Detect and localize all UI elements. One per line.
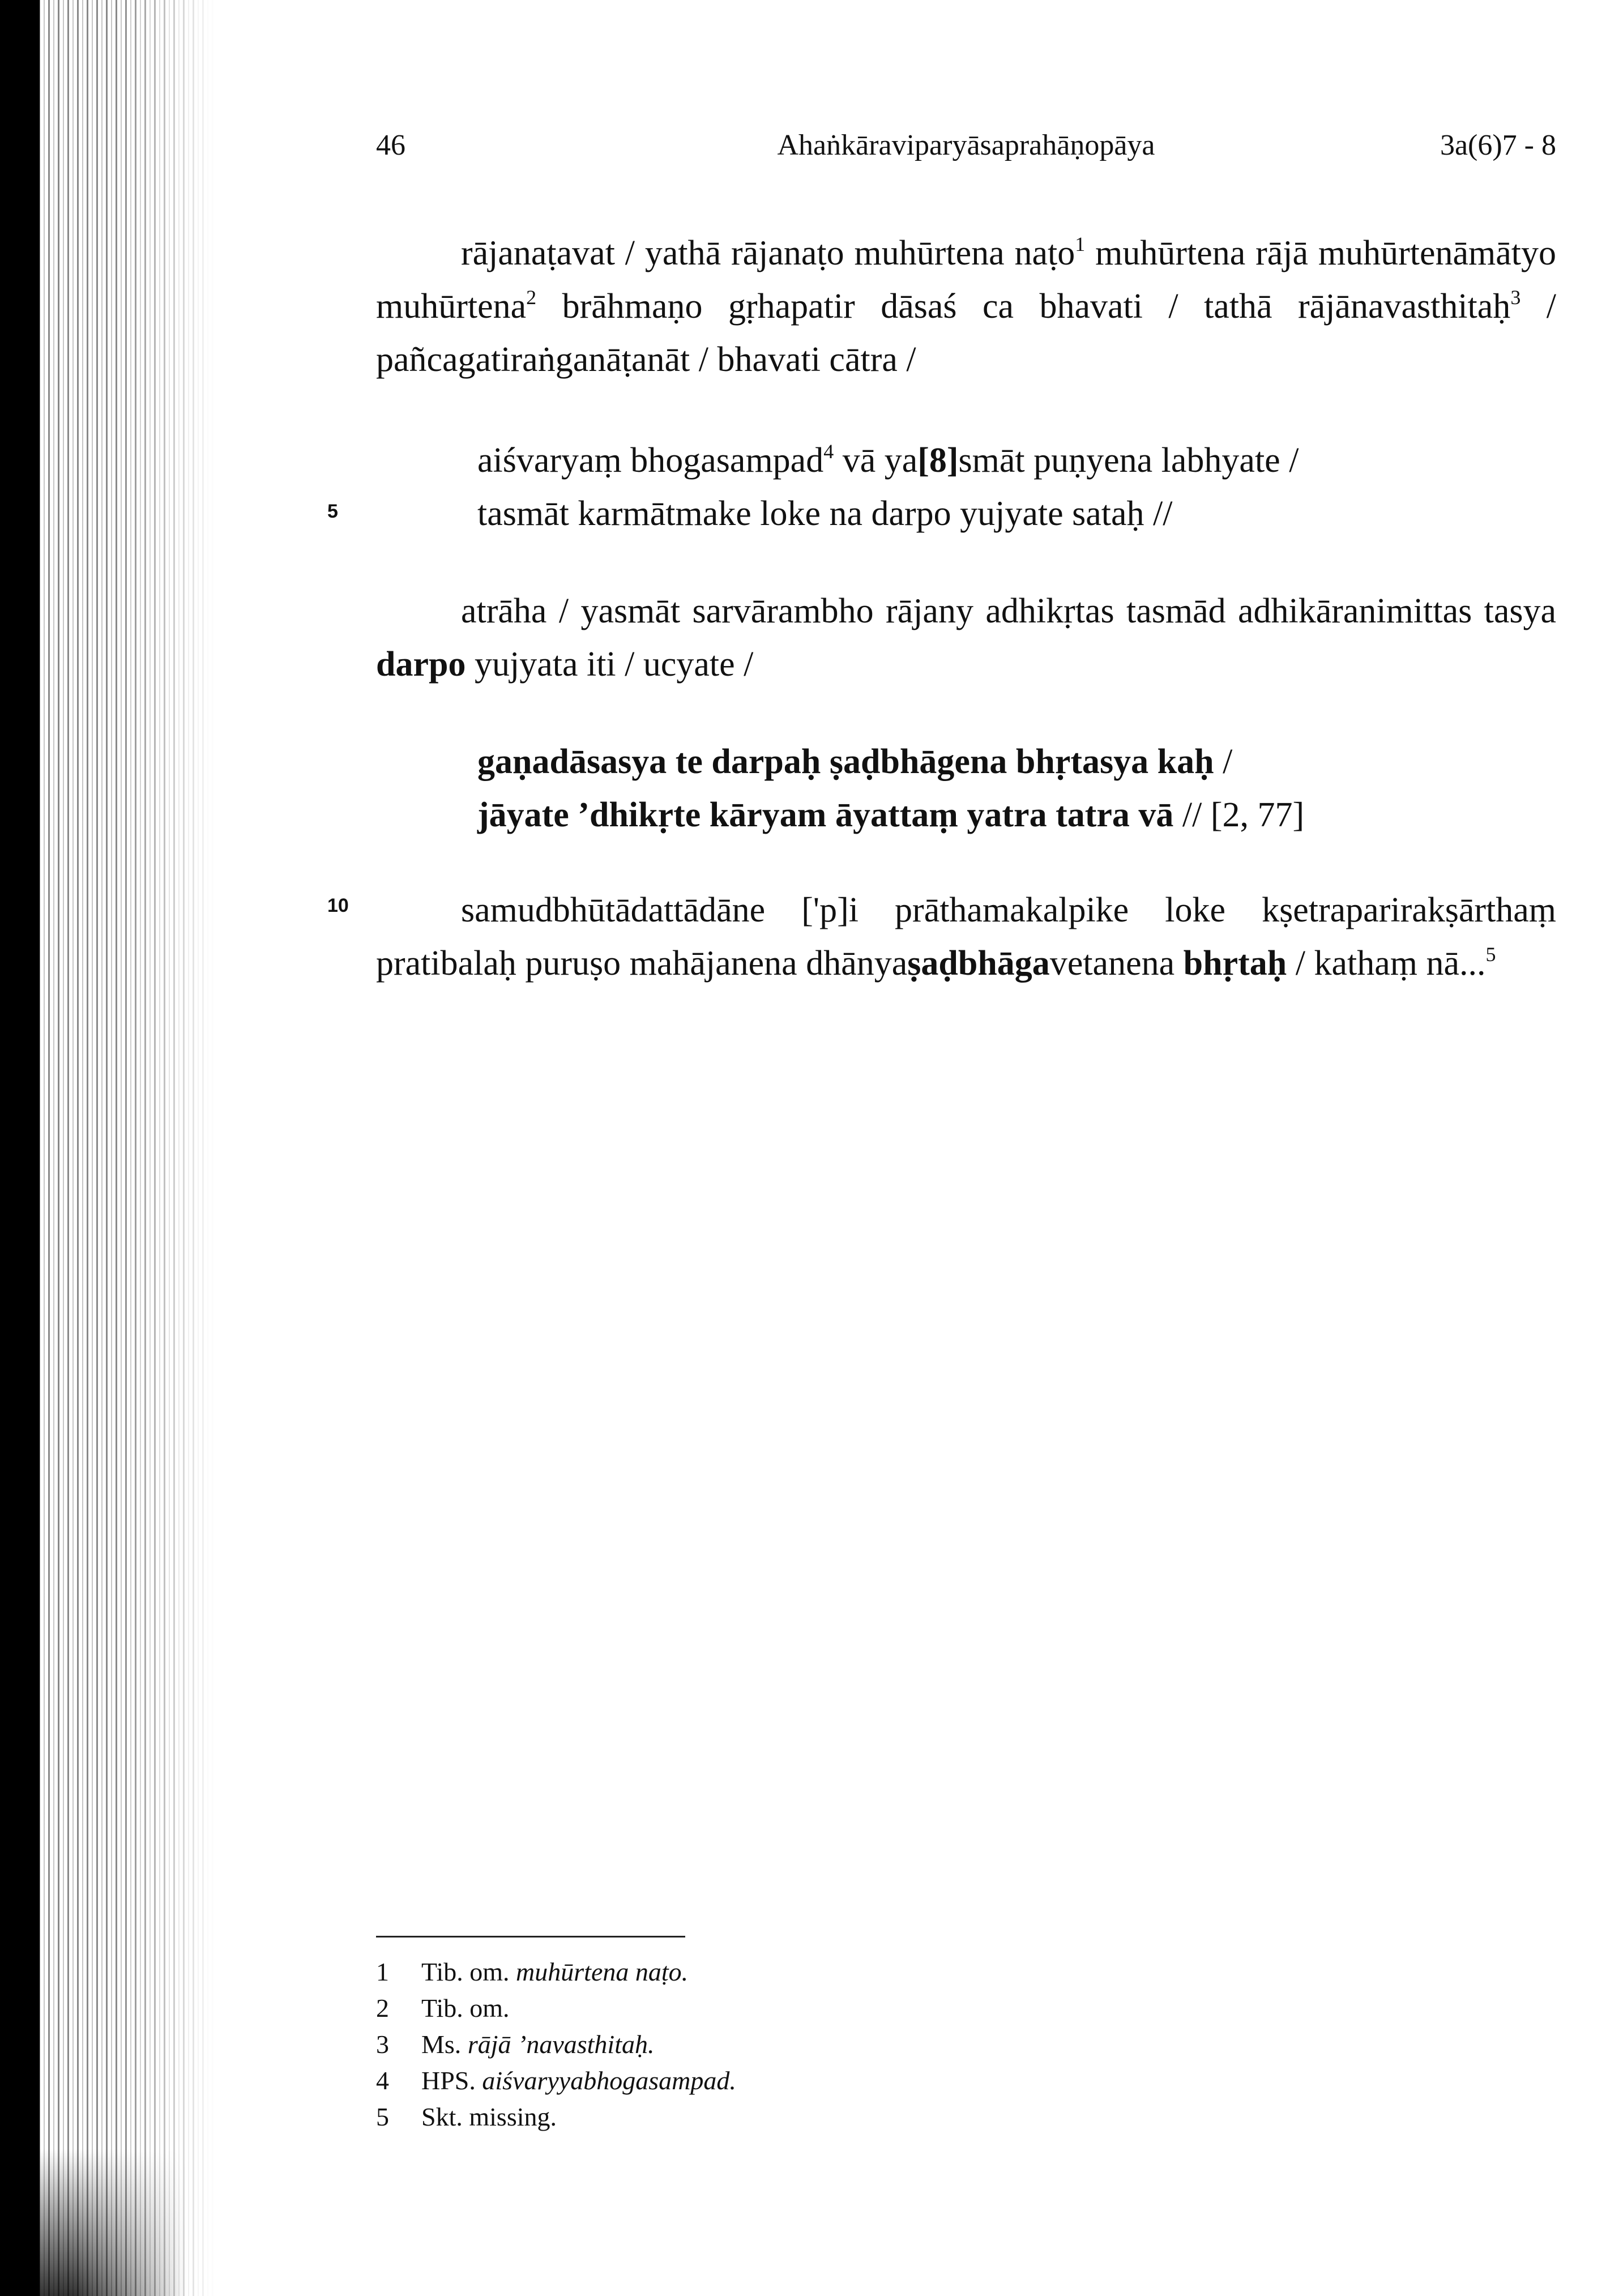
footnote-ref-4[interactable]: 4 [823,440,834,463]
running-head [376,126,1556,165]
footnote-ref-2[interactable]: 2 [526,286,537,309]
lemma-bhrtah: bhṛtaḥ [1183,944,1287,983]
verse-2 [477,735,1553,842]
footnote-3: 3 Ms. rājā ’navasthitaḥ. [376,2030,655,2059]
verse-1-line-1: aiśvaryaṃ bhogasampad$^4$ vā ya[8]smāt puṇyena labhyate / [477,440,1299,480]
running-title: Ahaṅkāraviparyāsaprahāṇopāya [777,129,1155,161]
line-number-5: 5 [327,501,338,522]
footnote-rule [376,1936,685,1937]
page-number: 46 [376,129,405,161]
lemma-darpo: darpo [376,645,466,684]
paragraph-3: samudbhūtādattādāne ['p]i prāthamakalpike loke kṣetraparirakṣārthaṃ pratibalaḥ puruṣo mahājanena dhānyaṣaḍbhāgavetanena bhṛtaḥ / kathaṃ nā...$^5$ [376,891,1556,983]
binding-foot-shadow [0,2149,187,2296]
lemma-sadbhaga: ṣaḍbhāga [907,944,1050,983]
folio-marker: [8] [917,441,959,480]
verse-2-line-1: gaṇadāsasya te darpaḥ ṣaḍbhāgena bhṛtasya kaḥ / [477,742,1233,781]
verse-2-line-2: jāyate ’dhikṛte kāryam āyattaṃ yatra tatra vā // [2, 77] [477,796,1305,834]
footnote-1: 1 Tib. om. muhūrtena naṭo. [376,1957,689,1986]
folio-reference: 3a(6)7 - 8 [1440,129,1556,161]
footnote-5: 5 Skt. missing. [376,2102,557,2131]
verse-1 [477,434,1553,540]
verse-1-line-2: tasmāt karmātmake loke na darpo yujyate sataḥ // [477,494,1173,533]
footnotes [376,1954,1169,2135]
footnote-ref-3[interactable]: 3 [1510,286,1521,309]
paragraph-2: atrāha / yasmāt sarvārambho rājany adhikṛtas tasmād adhikāranimittas tasya darpo yujyata iti / ucyate / [376,592,1556,684]
paragraph-1: rājanaṭavat / yathā rājanaṭo muhūrtena naṭo$^1$ muhūrtena rājā muhūrtenāmātyo muhūrtena$^2$ brāhmaṇo gṛhapatir dāsaś ca bhavati / tathā rājānavasthitaḥ$^3$ / pañcagatiraṅganāṭanāt / bhavati cātra / [376,233,1557,379]
footnote-ref-1[interactable]: 1 [1075,233,1086,255]
footnote-2: 2 Tib. om. [376,1994,510,2022]
footnote-ref-5[interactable]: 5 [1485,943,1496,966]
binding-edge [0,0,215,2296]
binding-shadow [0,0,20,2296]
line-number-10: 10 [327,895,349,916]
footnote-4: 4 HPS. aiśvaryyabhogasampad. [376,2066,736,2095]
